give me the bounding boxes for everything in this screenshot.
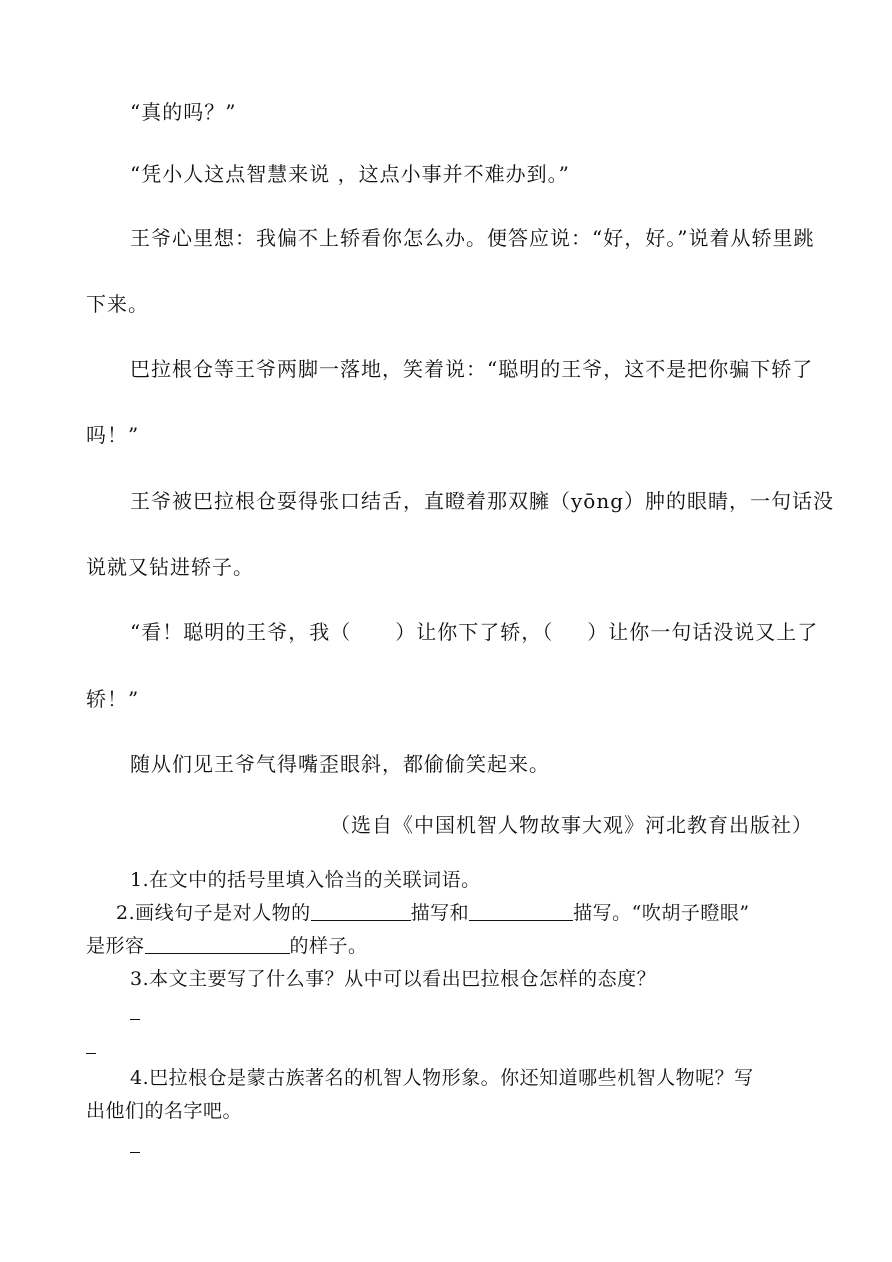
- answer-blank[interactable]: [311, 900, 411, 921]
- passage-line: 王爷心里想：我偏不上轿看你怎么办。便答应说：“好，好。”说着从轿里跳: [130, 226, 815, 250]
- question-2: [116, 899, 750, 927]
- question-4: 4.巴拉根仓是蒙古族著名的机智人物形象。你还知道哪些机智人物呢？写: [130, 1067, 754, 1089]
- question-3: 3.本文主要写了什么事？从中可以看出巴拉根仓怎样的态度？: [130, 968, 657, 990]
- question-text: 的样子。: [289, 935, 368, 957]
- passage-line: 轿！”: [86, 687, 140, 711]
- passage-line: 随从们见王爷气得嘴歪眼斜，都偷偷笑起来。: [130, 752, 550, 776]
- answer-line[interactable]: [130, 1019, 140, 1020]
- question-text: 2.画线句子是对人物的: [116, 902, 311, 924]
- answer-line[interactable]: [86, 1053, 96, 1054]
- answer-line[interactable]: [130, 1152, 140, 1153]
- source-citation: （选自《中国机智人物故事大观》河北教育出版社）: [330, 813, 813, 837]
- passage-line: 吗！”: [86, 423, 140, 447]
- passage-text: “看！聪明的王爷，我（: [130, 620, 352, 644]
- question-text: 描写。“吹胡子瞪眼”: [573, 902, 750, 924]
- passage-line: 巴拉根仓等王爷两脚一落地，笑着说：“聪明的王爷，这不是把你骗下轿了: [130, 357, 814, 381]
- question-text: 描写和: [410, 902, 470, 924]
- answer-blank[interactable]: [469, 900, 573, 921]
- passage-text: ）让你一句话没说又上了: [587, 620, 819, 644]
- question-text: 是形容: [86, 935, 145, 957]
- answer-blank[interactable]: [145, 933, 290, 954]
- passage-line: 下来。: [86, 292, 149, 316]
- question-1: 1.在文中的括号里填入恰当的关联词语。: [130, 869, 481, 891]
- passage-text: ）让你下了轿，（: [395, 620, 554, 644]
- passage-line: “凭小人这点智慧来说 ，这点小事并不难办到。”: [130, 162, 570, 186]
- passage-line: 说就又钻进轿子。: [86, 555, 254, 579]
- passage-line: “真的吗？”: [130, 100, 237, 124]
- passage-line-with-blanks: [130, 618, 818, 646]
- question-4-continued: 出他们的名字吧。: [86, 1100, 243, 1122]
- passage-line: 王爷被巴拉根仓耍得张口结舌，直瞪着那双臃（yōng）肿的眼睛，一句话没: [130, 489, 835, 513]
- question-2-continued: [86, 932, 368, 960]
